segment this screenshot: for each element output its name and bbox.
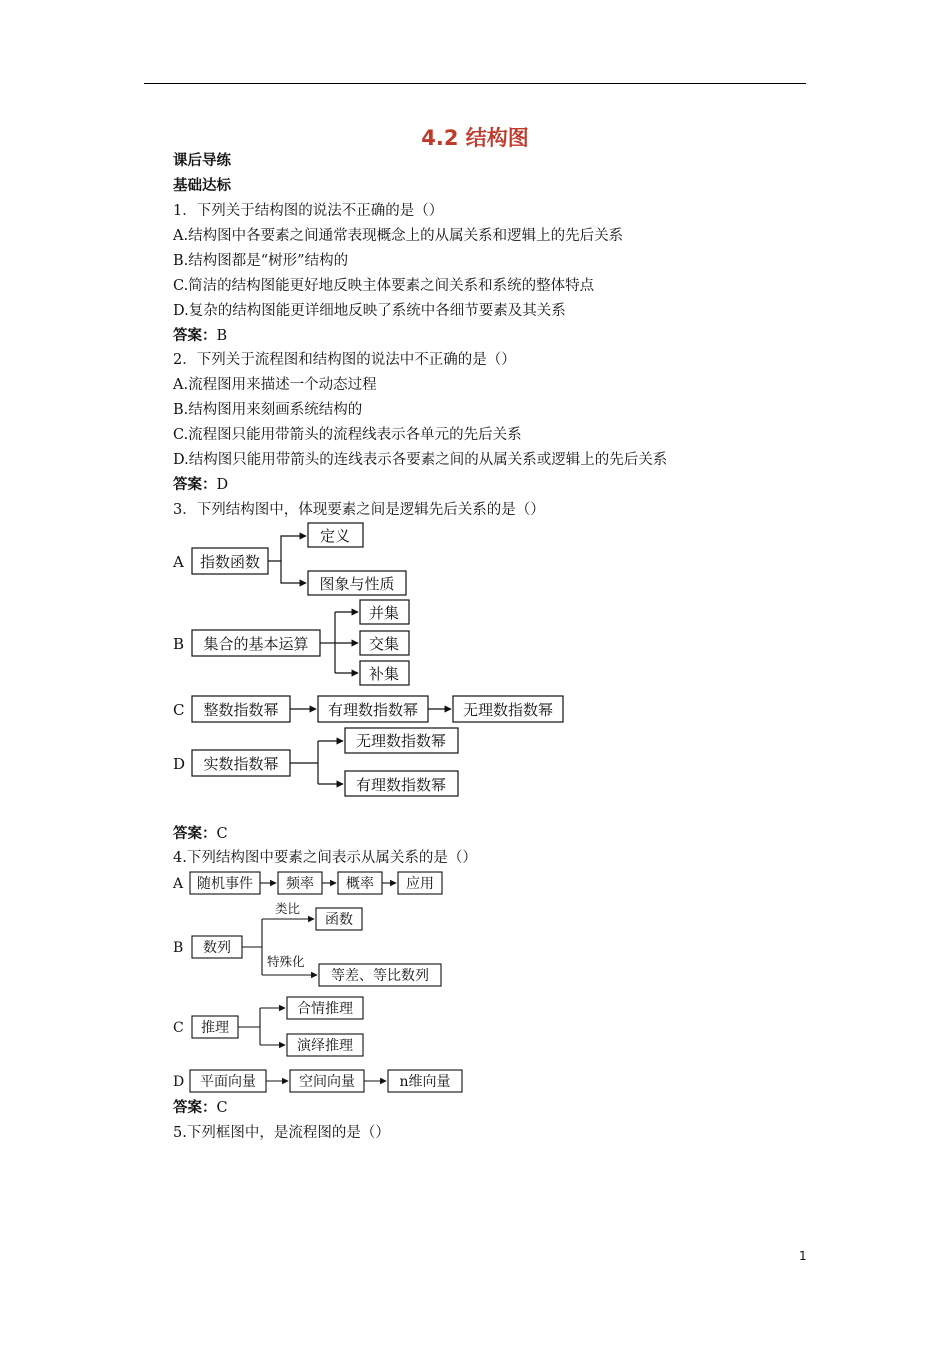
- svg-text:无理数指数幂: 无理数指数幂: [462, 701, 554, 719]
- q4-b-edge-label: 特殊化: [267, 954, 305, 969]
- svg-text:随机事件: 随机事件: [197, 876, 253, 892]
- q4-answer: [173, 1098, 228, 1118]
- svg-text:集合的基本运算: 集合的基本运算: [203, 635, 309, 653]
- q3-c-letter: C: [173, 701, 185, 719]
- answer-label: 答案：: [173, 477, 217, 493]
- q4-d-letter: D: [173, 1074, 185, 1090]
- svg-text:概率: 概率: [346, 876, 374, 892]
- q4-b-root-box: [192, 936, 242, 958]
- q4-c-child-box: [287, 1034, 363, 1056]
- q1-option-b: B.结构图都是“树形”结构的: [173, 253, 349, 269]
- q4-d-chain-box: [388, 1070, 462, 1092]
- svg-text:指数函数: 指数函数: [199, 553, 261, 571]
- q2-option-b: B.结构图用来刻画系统结构的: [173, 402, 363, 418]
- q4-a-chain-box: [338, 872, 382, 894]
- q4-b-letter: B: [173, 940, 184, 956]
- svg-text:补集: 补集: [368, 665, 400, 683]
- q4-c-letter: C: [173, 1020, 184, 1036]
- q4-c-child-box: [287, 997, 363, 1019]
- svg-text:函数: 函数: [325, 912, 353, 928]
- svg-text:演绎推理: 演绎推理: [297, 1038, 353, 1054]
- svg-text:空间向量: 空间向量: [299, 1074, 355, 1090]
- svg-text:等差、等比数列: 等差、等比数列: [331, 968, 429, 984]
- section-heading: 课后导练: [173, 153, 231, 169]
- answer-label: 答案：: [173, 328, 217, 344]
- q2-option-a: A.流程图用来描述一个动态过程: [173, 377, 377, 393]
- q3-stem: 3．下列结构图中，体现要素之间是逻辑先后关系的是（）: [173, 502, 545, 518]
- svg-text:整数指数幂: 整数指数幂: [203, 701, 279, 719]
- answer-label: 答案：: [173, 826, 217, 842]
- q3-b-letter: B: [173, 635, 185, 653]
- svg-text:数列: 数列: [203, 940, 231, 956]
- answer-value: C: [216, 826, 228, 842]
- answer-label: 答案：: [173, 1100, 217, 1116]
- q4-d-chain-box: [190, 1070, 266, 1092]
- svg-text:交集: 交集: [368, 635, 400, 653]
- answer-value: B: [216, 328, 228, 344]
- svg-text:定义: 定义: [319, 527, 351, 545]
- q1-stem: 1．下列关于结构图的说法不正确的是（）: [173, 203, 444, 219]
- svg-text:n维向量: n维向量: [399, 1074, 451, 1090]
- svg-text:有理数指数幂: 有理数指数幂: [327, 701, 419, 719]
- q1-option-a: A.结构图中各要素之间通常表现概念上的从属关系和逻辑上的先后关系: [173, 228, 624, 244]
- q3-d-letter: D: [173, 755, 186, 773]
- q1-option-d: D.复杂的结构图能更详细地反映了系统中各细节要素及其关系: [173, 303, 566, 319]
- q1-option-c: C.简洁的结构图能更好地反映主体要素之间关系和系统的整体特点: [173, 278, 595, 294]
- q4-b-child-box: [319, 964, 441, 986]
- q4-a-chain-box: [398, 872, 442, 894]
- q4-b-edge-label: 类比: [275, 901, 301, 916]
- q5-stem: 5.下列框图中，是流程图的是（）: [173, 1125, 390, 1141]
- page-number: 1: [799, 1249, 807, 1263]
- q4-a-letter: A: [173, 876, 184, 892]
- q3-a-letter: A: [173, 553, 184, 571]
- q4-a-chain-box: [190, 872, 260, 894]
- q4-a-chain-box: [278, 872, 322, 894]
- answer-value: D: [216, 477, 229, 493]
- svg-text:合情推理: 合情推理: [297, 1001, 353, 1017]
- svg-text:并集: 并集: [368, 604, 400, 622]
- q2-option-d: D.结构图只能用带箭头的连线表示各要素之间的从属关系或逻辑上的先后关系: [173, 452, 668, 468]
- svg-text:无理数指数幂: 无理数指数幂: [355, 732, 447, 750]
- q4-d-chain-box: [290, 1070, 364, 1092]
- q2-stem: 2．下列关于流程图和结构图的说法中不正确的是（）: [173, 352, 516, 368]
- answer-value: C: [216, 1100, 228, 1116]
- q4-b-child-box: [316, 908, 362, 930]
- svg-text:平面向量: 平面向量: [200, 1074, 256, 1090]
- svg-text:频率: 频率: [286, 876, 314, 892]
- svg-text:推理: 推理: [201, 1020, 229, 1036]
- q4-c-root-box: [192, 1016, 238, 1038]
- svg-text:实数指数幂: 实数指数幂: [203, 755, 279, 773]
- svg-text:应用: 应用: [406, 876, 434, 892]
- section-subheading: 基础达标: [173, 178, 231, 194]
- svg-text:有理数指数幂: 有理数指数幂: [355, 776, 447, 794]
- q2-option-c: C.流程图只能用带箭头的流程线表示各单元的先后关系: [173, 427, 522, 443]
- svg-text:图象与性质: 图象与性质: [319, 575, 395, 593]
- q4-stem: 4.下列结构图中要素之间表示从属关系的是（）: [173, 850, 477, 866]
- page-title: 4.2 结构图: [421, 126, 529, 150]
